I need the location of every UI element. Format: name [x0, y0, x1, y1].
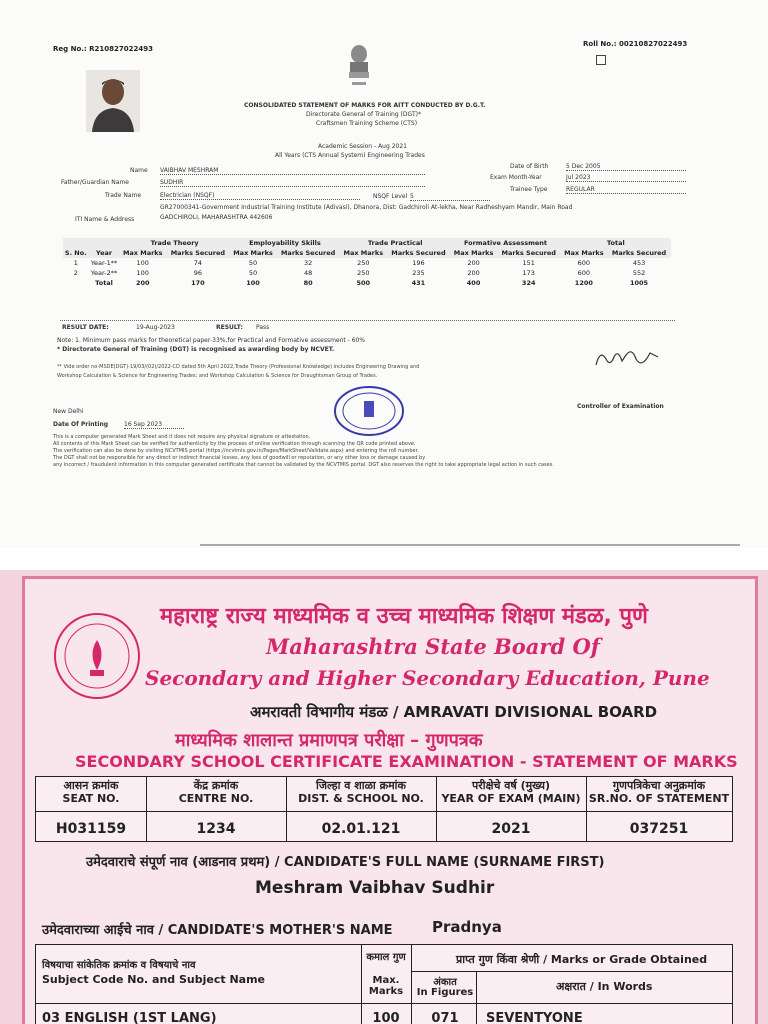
seat-no-cell [36, 777, 147, 841]
col-max: Max Marks [120, 248, 166, 258]
cell: 2 [73, 269, 78, 277]
seat-value: H031159 [55, 821, 127, 837]
group-formative: Formative Assessment [450, 238, 560, 248]
centre-value: 1234 [196, 821, 236, 837]
disclaimer-3: The verification can also be done by visiting NCVTMIS portal (https://ncvtmis.gov.in/Pages/MarkSheet/Validate.aspx) and entering the roll number. [53, 448, 419, 454]
col-secured: Marks Secured [607, 248, 671, 258]
exam-month-value: Jul 2023 [566, 174, 686, 182]
trainee-value: REGULAR [566, 186, 686, 194]
dob-label: Date of Birth [510, 163, 549, 170]
obtained-label: प्राप्त गुण किंवा श्रेणी / Marks or Grade Obtained [456, 953, 708, 966]
disclaimer-4: The DGT shall not be responsible for any direct or indirect financial losses, any loss of goodwill or reputation, or any other loss or damage caused by [53, 455, 426, 461]
nsqf-label: NSQF Level [373, 193, 408, 200]
cell: 100 [136, 269, 149, 277]
cell: 200 [467, 259, 480, 267]
cell: 1200 [574, 279, 593, 287]
figures-label: In Figures [416, 987, 474, 998]
cell: 74 [193, 259, 202, 267]
subject-max: 100 [372, 1011, 400, 1024]
words-label: अक्षरात / In Words [556, 980, 653, 993]
candidate-name: Meshram Vaibhav Sudhir [255, 878, 495, 898]
srno-label: SR.NO. OF STATEMENT [588, 792, 730, 805]
cell: 100 [246, 279, 260, 287]
printing-label: Date Of Printing [53, 421, 109, 428]
col-divider [411, 945, 412, 1024]
qr-code-icon [596, 55, 606, 65]
candidate-name-label: उमेदवाराचे संपूर्ण नाव (आडनाव प्रथम) / CANDIDATE'S FULL NAME (SURNAME FIRST) [86, 855, 605, 870]
reg-no: Reg No.: R210827022493 [53, 45, 153, 53]
exam-title-english: SECONDARY SCHOOL CERTIFICATE EXAMINATION - STATEMENT OF MARKS [75, 752, 738, 771]
cell: 151 [522, 259, 535, 267]
cell: 400 [466, 279, 481, 287]
cell: Year-2** [90, 269, 118, 277]
centre-label: CENTRE NO. [178, 792, 254, 805]
table-header-row [63, 248, 671, 258]
vide-order-1: ** Vide order no-MSDE(DGT)-19/03/(02)/2022-CD dated 5th April 2022,Trade Theory (Professional Knowledge) includes Engineering Drawing and [57, 364, 420, 370]
sr-no-cell [586, 777, 732, 841]
exam-year-cell [436, 777, 587, 841]
iti-line2: GADCHIROLI, MAHARASHTRA 442606 [160, 214, 273, 221]
cell: 250 [357, 259, 370, 267]
max-label: Max. Marks [368, 975, 404, 997]
cell: 500 [356, 279, 371, 287]
group-trade-practical: Trade Practical [340, 238, 450, 248]
cell [63, 278, 89, 288]
col-secured: Marks Secured [387, 248, 451, 258]
year-label-marathi: परीक्षेचे वर्ष (मुख्य) [471, 779, 551, 792]
seat-label-marathi: आसन क्रमांक [63, 779, 119, 792]
subject-table [35, 944, 733, 1024]
board-name-english-2: Secondary and Higher Secondary Education, Pune [145, 666, 710, 690]
result-date: 19-Aug-2023 [136, 324, 175, 331]
max-label-marathi: कमाल गुण [366, 952, 406, 963]
marks-table [63, 238, 671, 288]
dist-label-marathi: जिल्हा व शाळा क्रमांक [316, 779, 406, 792]
srno-label-marathi: गुणपत्रिकेचा अनुक्रमांक [612, 779, 706, 792]
board-name-marathi: महाराष्ट्र राज्य माध्यमिक व उच्च माध्यमिक शिक्षण मंडळ, पुणे [160, 604, 648, 629]
disclaimer-1: This is a computer generated Mark Sheet and it does not require any physical signature or attestation. [53, 434, 311, 440]
page-edge [200, 544, 740, 546]
dist-school-cell [286, 777, 437, 841]
printing-date: 16 Sep 2023 [124, 421, 184, 429]
cell: 235 [412, 269, 425, 277]
subject-words: SEVENTYONE [486, 1011, 583, 1024]
seat-label: SEAT NO. [62, 792, 120, 805]
col-year: Year [89, 248, 120, 258]
group-trade-theory: Trade Theory [120, 238, 230, 248]
col-max: Max Marks [230, 248, 276, 258]
group-total: Total [561, 238, 671, 248]
iti-line1: GR27000341-Government Industrial Training Institute (Adivasi), Dhanora, Dist: Gadchiroli At-lekha, Near Radheshyam Mandir, Main Road [160, 204, 573, 211]
trainee-label: Trainee Type [510, 186, 548, 193]
seat-details-box [35, 776, 733, 842]
exam-title-marathi: माध्यमिक शालान्त प्रमाणपत्र परीक्षा – गुणपत्रक [175, 730, 483, 751]
table-row [63, 258, 671, 268]
candidate-photo [86, 70, 140, 132]
cell: 170 [191, 279, 205, 287]
ssc-statement-of-marks [0, 570, 768, 1024]
cell: 431 [411, 279, 426, 287]
srno-value: 037251 [629, 821, 689, 837]
trade-value: Electrician (NSQF) [160, 192, 360, 200]
cell: 1 [73, 259, 78, 267]
result-label: RESULT: [216, 324, 243, 331]
col-divider [361, 945, 362, 1024]
cell: Total [95, 279, 113, 287]
year-value: 2021 [491, 821, 531, 837]
cell: 48 [304, 269, 313, 277]
cell: 32 [304, 259, 313, 267]
col-max: Max Marks [450, 248, 496, 258]
mother-name-label: उमेदवाराच्या आईचे नाव / CANDIDATE'S MOTHER'S NAME [42, 923, 393, 938]
cell: 100 [136, 259, 149, 267]
cell: 80 [303, 279, 313, 287]
cell: 600 [577, 259, 591, 267]
cell: 250 [357, 269, 370, 277]
signature [592, 345, 662, 375]
national-emblem-icon [346, 42, 372, 92]
row-divider [412, 971, 732, 972]
vide-order-2: Workshop Calculation & Science for Engineering Trades; and Workshop Calculation & Science for Draughtsman Group of Trades. [57, 373, 378, 379]
trade-label: Trade Name [105, 192, 142, 199]
roll-no: Roll No.: 00210827022493 [583, 40, 688, 48]
father-value: SUDHIR [160, 179, 425, 187]
cell: 196 [412, 259, 425, 267]
cell: 600 [577, 269, 591, 277]
all-years: All Years (CTS Annual System) Engineering Trades [275, 152, 425, 159]
col-max: Max Marks [561, 248, 607, 258]
disclaimer-5: any incorrect / fraudulent information in this computer generated certificate that cannot be validated by the NCVTMIS portal. DGT also reserves the right to take appropriate legal action in such cases. [53, 462, 554, 468]
cell: 552 [632, 269, 646, 277]
father-label: Father/Guardian Name [61, 179, 129, 186]
heading-consolidated: CONSOLIDATED STATEMENT OF MARKS FOR AITT CONDUCTED BY D.G.T. [244, 102, 486, 109]
cell: 453 [632, 259, 646, 267]
place: New Delhi [53, 408, 84, 415]
dgt-round-stamp [332, 385, 406, 437]
heading-cts: Craftsmen Training Scheme (CTS) [316, 120, 418, 127]
dist-value: 02.01.121 [321, 821, 401, 837]
year-label: YEAR OF EXAM (MAIN) [441, 792, 581, 805]
col-sno: S. No. [64, 249, 87, 257]
note-2: * Directorate General of Training (DGT) is recognised as awarding body by NCVET. [57, 346, 335, 353]
controller-of-examination: Controller of Examination [577, 403, 664, 410]
cell: 200 [135, 279, 150, 287]
disclaimer-2: All contents of this Mark Sheet can be verified for authenticity by the process of online verification through scanning the QR code printed above. [53, 441, 416, 447]
dob-value: 5 Dec 2005 [566, 163, 686, 171]
heading-dgt: Directorate General of Training (DGT)* [306, 111, 421, 118]
result-value: Pass [256, 324, 270, 331]
col-max: Max Marks [340, 248, 386, 258]
row-divider [36, 1003, 732, 1004]
col-secured: Marks Secured [497, 248, 561, 258]
cell: 1005 [629, 279, 649, 287]
note-1: Note: 1. Minimum pass marks for theoretical paper-33%,for Practical and Formative assessment - 60% [57, 337, 366, 344]
cell: Year-1** [90, 259, 118, 267]
iti-label: ITI Name & Address [75, 216, 135, 223]
subject-label-marathi: विषयाचा सांकेतिक क्रमांक व विषयाचे नाव [42, 960, 196, 971]
nsqf-value: 5 [410, 193, 490, 201]
subject-name: 03 ENGLISH (1ST LANG) [42, 1011, 217, 1024]
divisional-board: अमरावती विभागीय मंडळ / AMRAVATI DIVISIONAL BOARD [250, 703, 658, 721]
result-date-label: RESULT DATE: [62, 324, 109, 331]
centre-label-marathi: केंद्र क्रमांक [193, 779, 239, 792]
board-seal [52, 610, 142, 702]
mother-name: Pradnya [432, 918, 502, 936]
subject-label: Subject Code No. and Subject Name [42, 973, 266, 986]
figures-label-marathi: अंकात [433, 977, 457, 988]
table-group-row [63, 238, 671, 248]
academic-session: Academic Session - Aug 2021 [318, 143, 407, 150]
name-value: VAIBHAV MESHRAM [160, 167, 425, 175]
name-label: Name [130, 167, 148, 174]
subject-figures: 071 [431, 1011, 459, 1024]
col-secured: Marks Secured [166, 248, 230, 258]
dist-label: DIST. & SCHOOL NO. [298, 792, 424, 805]
table-row [63, 268, 671, 278]
col-divider [476, 971, 477, 1024]
cell: 50 [248, 269, 258, 277]
centre-no-cell [146, 777, 287, 841]
table-total-row [63, 278, 671, 288]
page-gap [0, 548, 768, 570]
cell: 50 [248, 259, 258, 267]
col-secured: Marks Secured [276, 248, 340, 258]
table-divider [60, 320, 675, 321]
cell: 200 [467, 269, 480, 277]
cell: 96 [193, 269, 202, 277]
group-employability: Employability Skills [230, 238, 340, 248]
cell: 324 [521, 279, 536, 287]
board-name-english-1: Maharashtra State Board Of [266, 634, 600, 659]
exam-month-label: Exam Month-Year [490, 174, 542, 181]
cell: 173 [522, 269, 535, 277]
